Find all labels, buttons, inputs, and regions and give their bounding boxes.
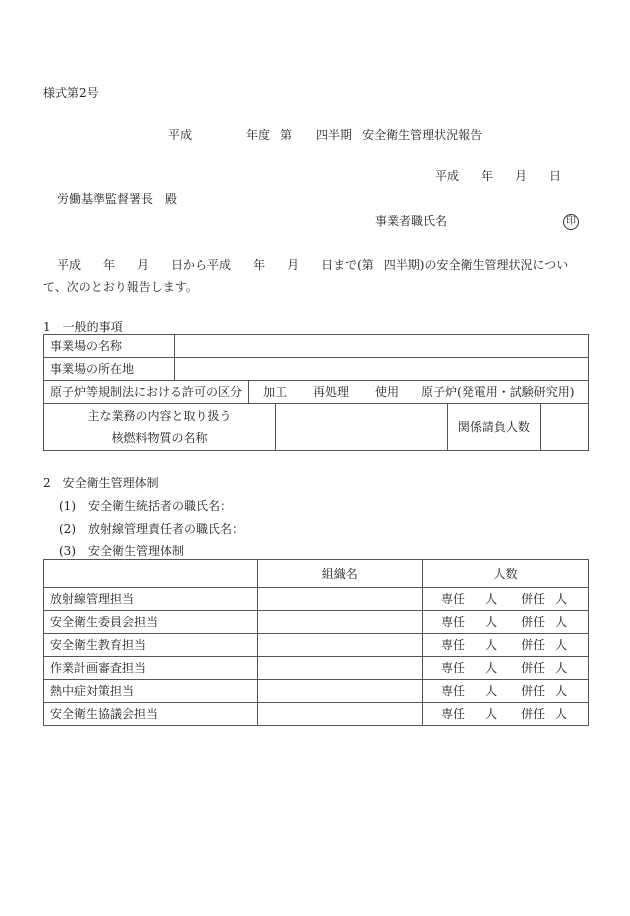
date-era: 平成	[435, 169, 460, 183]
headcount-cell[interactable]: 専任 人 併任 人	[423, 588, 589, 611]
title-era: 平成	[168, 128, 193, 142]
table-row	[44, 358, 589, 381]
role-label: 安全衛生委員会担当	[44, 611, 258, 634]
title-ordinal: 第	[280, 128, 293, 142]
headcount-cell[interactable]: 専任 人 併任 人	[423, 611, 589, 634]
role-label: 作業計画審査担当	[44, 657, 258, 680]
table-row	[44, 404, 589, 451]
section2-item-2: (2) 放射線管理責任者の職氏名：	[59, 522, 245, 536]
permit-option-reprocessing[interactable]: 再処理	[313, 385, 350, 399]
contractors-label: 関係請負人数	[447, 404, 540, 451]
signer-label: 事業者職氏名	[375, 214, 448, 228]
seal-icon: 印	[563, 214, 579, 230]
org-field[interactable]	[257, 588, 422, 611]
addressee	[57, 192, 177, 206]
header-org-name: 組織名	[257, 560, 422, 588]
addressee-office: 労働基準監督署長	[57, 192, 154, 206]
role-label: 熱中症対策担当	[44, 680, 258, 703]
org-field[interactable]	[257, 634, 422, 657]
title-text: 安全衛生管理状況報告	[362, 128, 483, 142]
site-location-label: 事業場の所在地	[44, 358, 175, 381]
business-content-field[interactable]	[276, 404, 448, 451]
org-field[interactable]	[257, 657, 422, 680]
org-field[interactable]	[257, 680, 422, 703]
date-month: 月	[515, 169, 528, 183]
table-row	[44, 335, 589, 358]
intro-line-2: て、次のとおり報告します。	[43, 280, 198, 294]
addressee-honorific: 殿	[165, 192, 178, 206]
table-row	[44, 611, 589, 634]
business-content-label: 主な業務の内容と取り扱う 核燃料物質の名称	[44, 404, 276, 451]
section2-item-3: (3) 安全衛生管理体制	[59, 544, 185, 558]
permit-label: 原子炉等規制法における許可の区分	[44, 381, 249, 404]
contractors-field[interactable]	[540, 404, 588, 451]
intro-line-1: 平成 年 月 日から平成 年 月 日まで(第 四半期)の安全衛生管理状況につい	[57, 258, 569, 272]
role-label: 放射線管理担当	[44, 588, 258, 611]
permit-options	[249, 381, 589, 404]
table-row	[44, 381, 589, 404]
role-label: 安全衛生教育担当	[44, 634, 258, 657]
form-number: 様式第2号	[43, 86, 99, 100]
site-location-field[interactable]	[175, 358, 589, 381]
section2-heading: 2 安全衛生管理体制	[43, 476, 159, 490]
report-title	[168, 128, 482, 142]
headcount-cell[interactable]: 専任 人 併任 人	[423, 634, 589, 657]
section2-item-1: (1) 安全衛生統括者の職氏名：	[59, 499, 233, 513]
header-headcount: 人数	[423, 560, 589, 588]
permit-option-use[interactable]: 使用	[375, 385, 400, 399]
report-date	[435, 169, 561, 183]
permit-option-reactor[interactable]: 原子炉(発電用・試験研究用)	[421, 385, 575, 399]
table-row	[44, 588, 589, 611]
site-name-label: 事業場の名称	[44, 335, 175, 358]
table-header-row	[44, 560, 589, 588]
safety-management-table	[43, 559, 589, 726]
permit-option-processing[interactable]: 加工	[263, 385, 288, 399]
date-day: 日	[549, 169, 562, 183]
role-label: 安全衛生協議会担当	[44, 703, 258, 726]
table-row	[44, 680, 589, 703]
title-quarter: 四半期	[316, 128, 353, 142]
headcount-cell[interactable]: 専任 人 併任 人	[423, 657, 589, 680]
date-year: 年	[481, 169, 494, 183]
org-field[interactable]	[257, 611, 422, 634]
table-row	[44, 634, 589, 657]
site-name-field[interactable]	[175, 335, 589, 358]
general-info-table	[43, 334, 589, 451]
section1-heading: 1 一般的事項	[43, 320, 123, 334]
headcount-cell[interactable]: 専任 人 併任 人	[423, 680, 589, 703]
title-year-label: 年度	[246, 128, 271, 142]
headcount-cell[interactable]: 専任 人 併任 人	[423, 703, 589, 726]
table-row	[44, 703, 589, 726]
table-row	[44, 657, 589, 680]
org-field[interactable]	[257, 703, 422, 726]
